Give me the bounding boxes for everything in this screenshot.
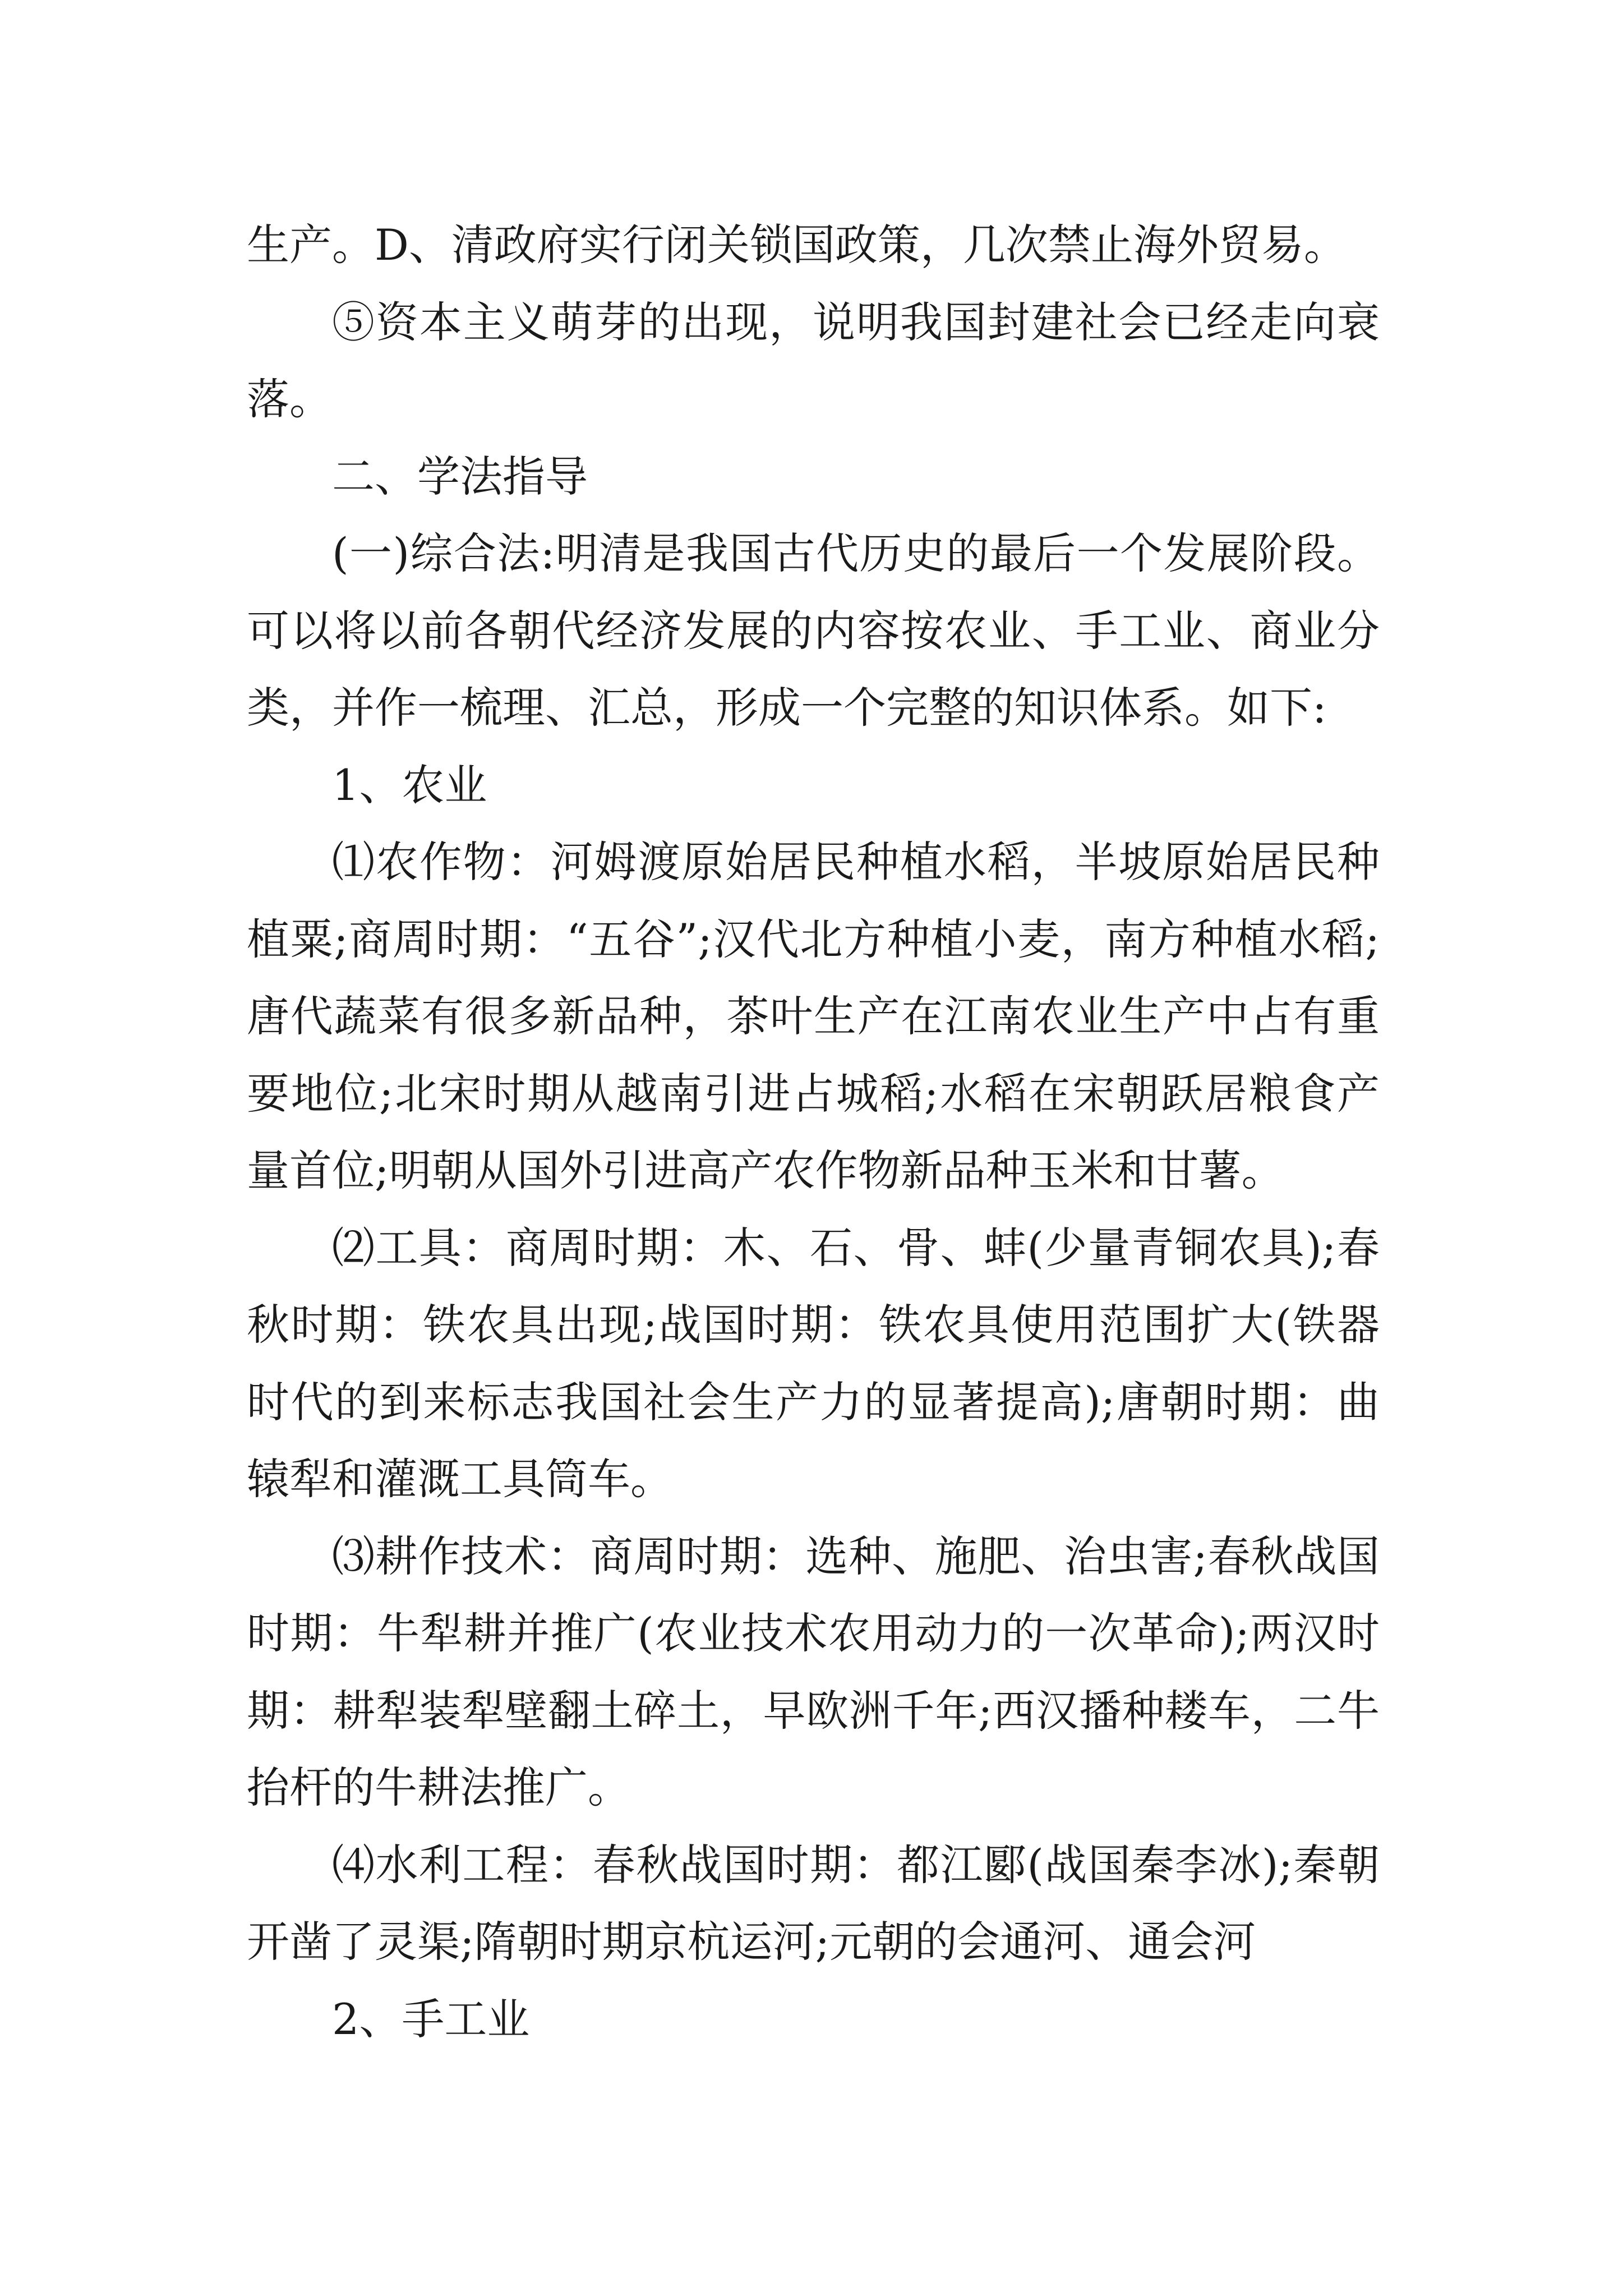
section-heading-study-guide: 二、学法指导 [332, 451, 588, 501]
paragraph-crops: ⑴农作物：河姆渡原始居民种植水稻，半坡原始居民种植粟;商周时期：“五谷”;汉代北方种植小麦，南方种植水稻;唐代蔬菜有很多新品种，茶叶生产在江南农业生产中占有重要地位;北宋时期从越南引进占城稻;水稻在宋朝跃居粮食产量首位;明朝从国外引进高产农作物新品种玉米和甘薯。 [247, 837, 1380, 1195]
paragraph-water-projects: ⑷水利工程：春秋战国时期：都江郾(战国秦李冰);秦朝开凿了灵渠;隋朝时期京杭运河;元朝的会通河、通会河 [247, 1839, 1380, 1967]
document-body [247, 206, 1380, 2058]
subheading-handicraft: 2、手工业 [332, 1994, 530, 2044]
subheading-agriculture: 1、农业 [332, 760, 487, 810]
paragraph-farming-techniques: ⑶耕作技术：商周时期：选种、施肥、治虫害;春秋战国时期：牛犁耕并推广(农业技术农用动力的一次革命);两汉时期：耕犁装犁壁翻土碎土，早欧洲千年;西汉播种耧车，二牛抬杆的牛耕法推广。 [247, 1531, 1380, 1812]
paragraph-comprehensive-method: (一)综合法:明清是我国古代历史的最后一个发展阶段。可以将以前各朝代经济发展的内容按农业、手工业、商业分类，并作一梳理、汇总，形成一个完整的知识体系。如下: [247, 528, 1380, 733]
paragraph-continuation: 生产。D、清政府实行闭关锁国政策，几次禁止海外贸易。 [247, 220, 1347, 270]
paragraph-tools: ⑵工具：商周时期：木、石、骨、蚌(少量青铜农具);春秋时期：铁农具出现;战国时期：铁农具使用范围扩大(铁器时代的到来标志我国社会生产力的显著提高);唐朝时期：曲辕犁和灌溉工具筒车。 [247, 1222, 1380, 1504]
paragraph-capitalism-sprouts: ⑤资本主义萌芽的出现，说明我国封建社会已经走向衰落。 [247, 297, 1380, 424]
